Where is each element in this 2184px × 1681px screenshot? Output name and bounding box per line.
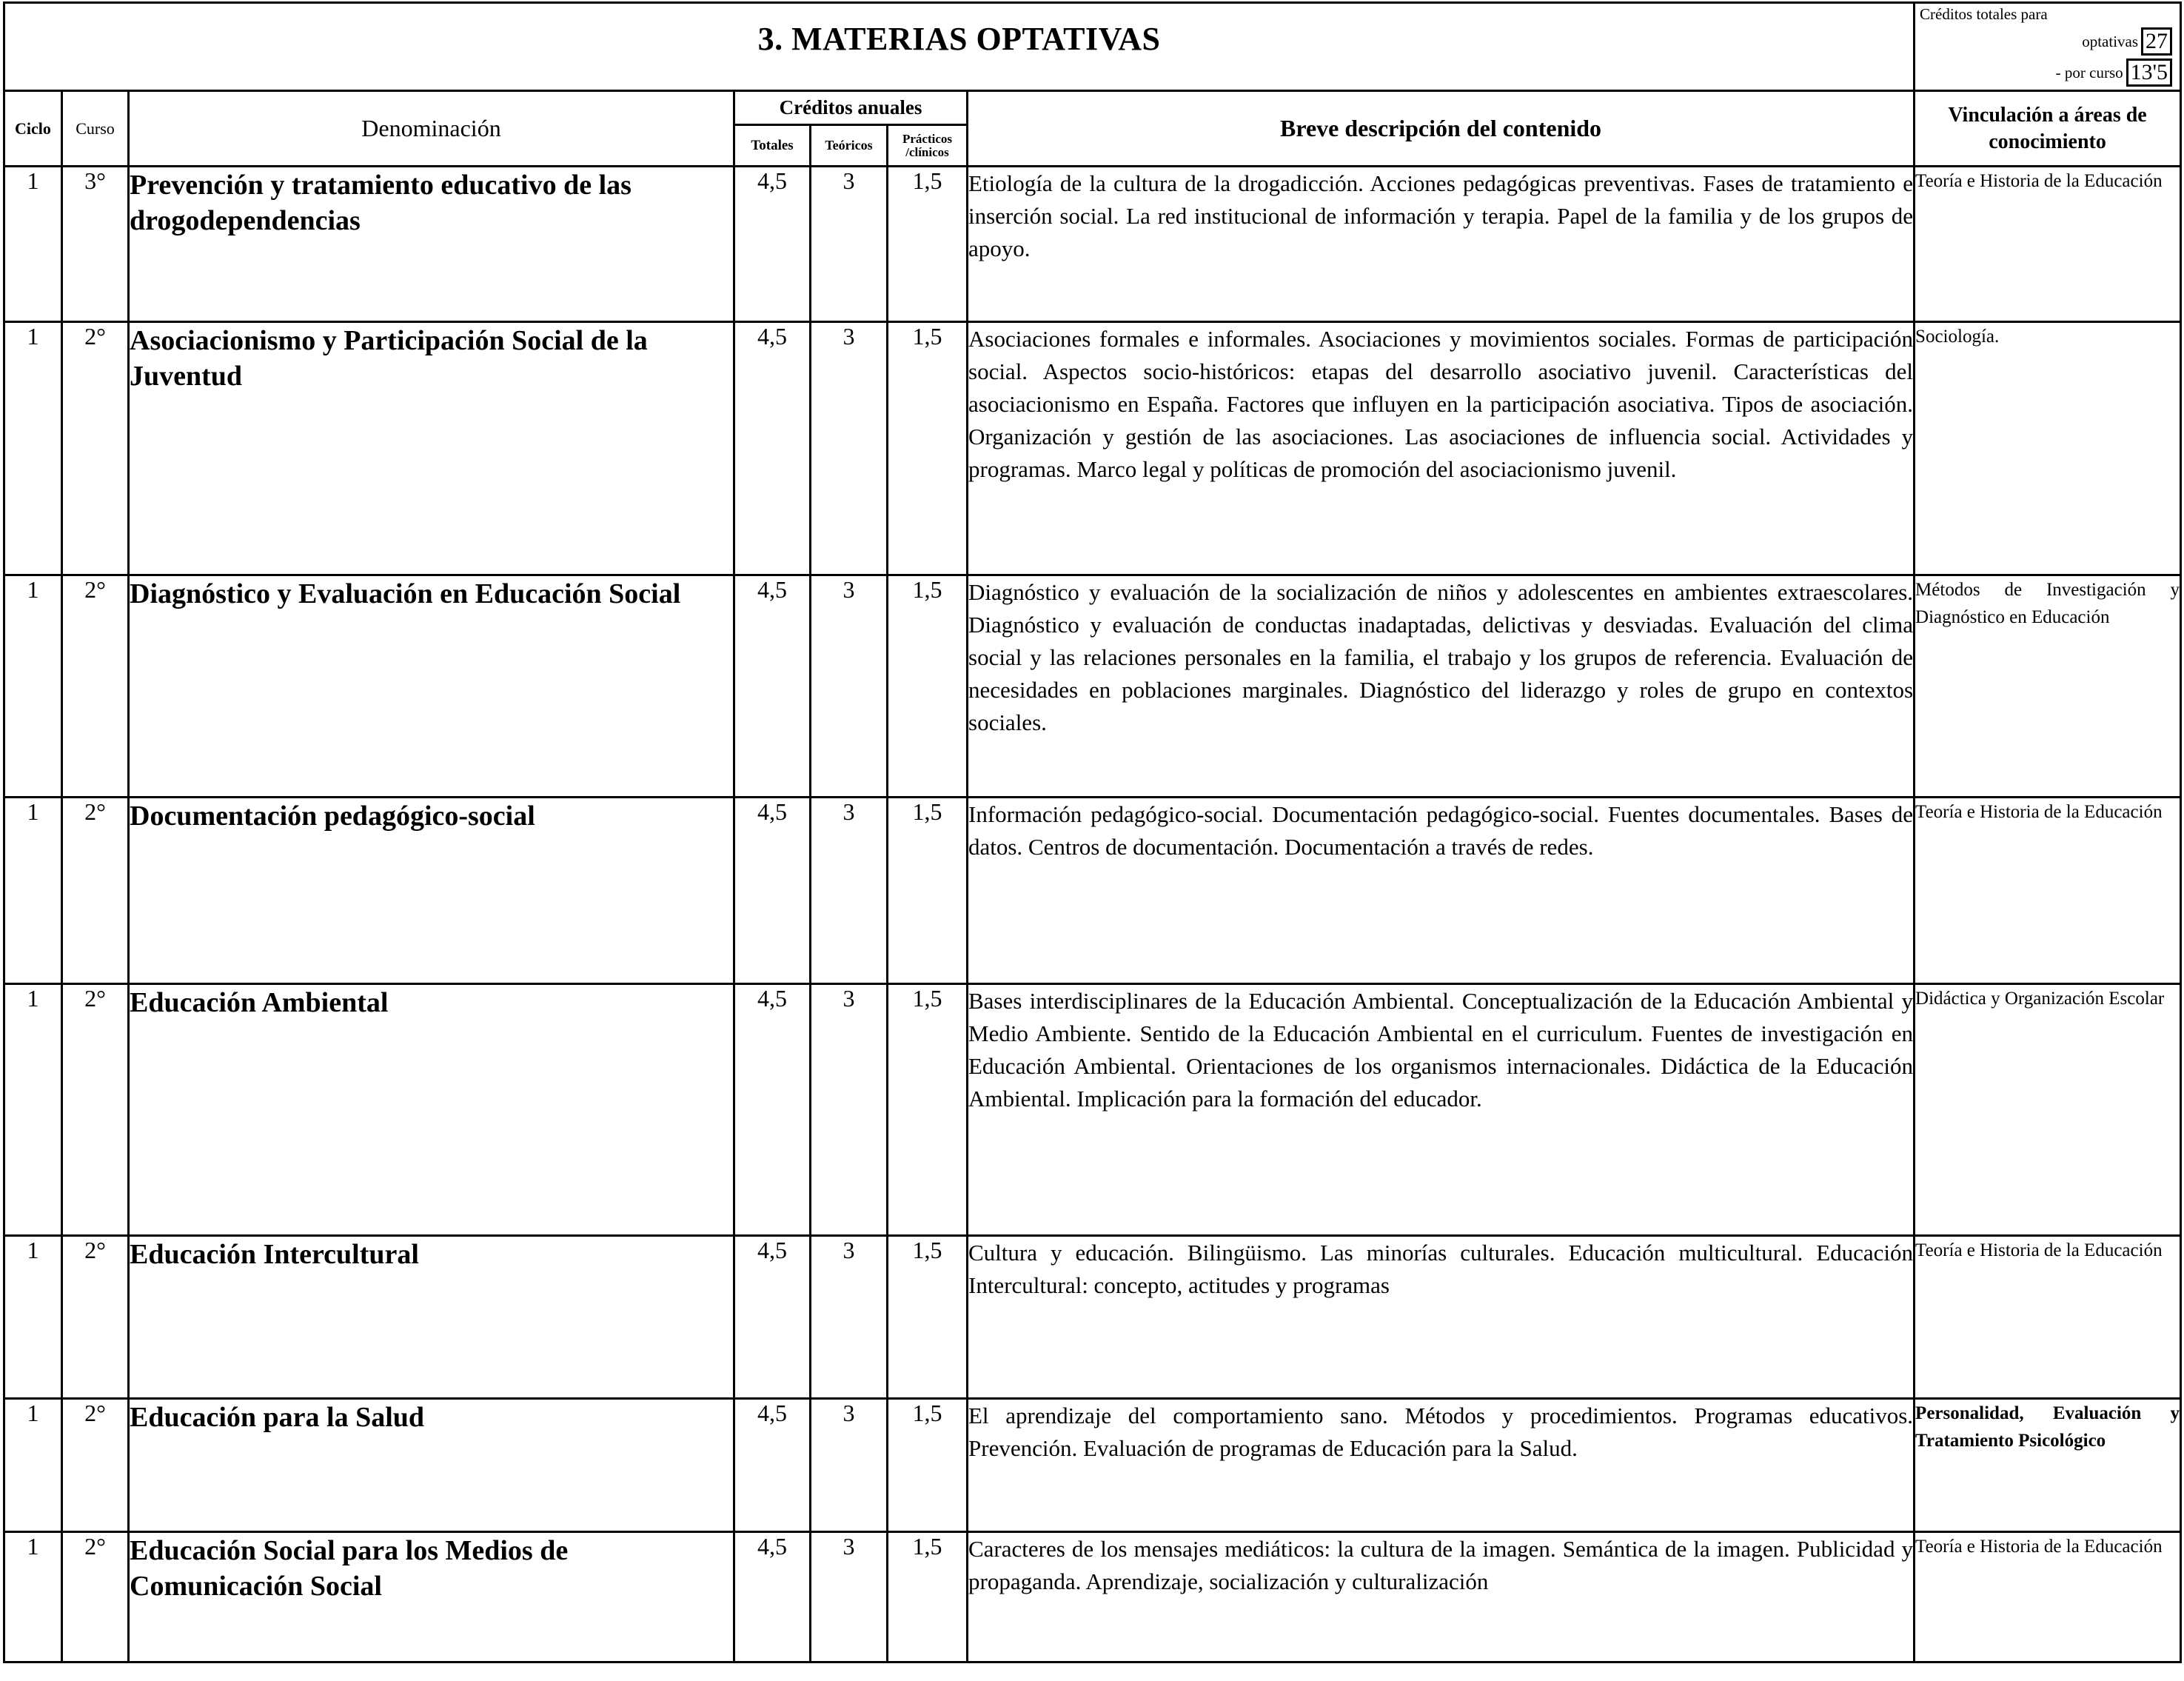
teoricos-cell: 3	[811, 167, 888, 322]
curso-cell: 3°	[62, 167, 129, 322]
curso-cell: 2°	[62, 1532, 129, 1662]
teoricos-cell: 3	[811, 798, 888, 984]
por-curso-value: 13'5	[2126, 59, 2172, 87]
credits-totals-box	[1915, 3, 2181, 91]
table-row	[4, 167, 2181, 322]
denominacion-cell: Asociacionismo y Participación Social de la Juventud	[129, 322, 734, 575]
practicos-cell: 1,5	[888, 1399, 968, 1532]
totales-cell: 4,5	[734, 1532, 811, 1662]
por-curso-label: - por curso	[2055, 63, 2123, 81]
header-ciclo: Ciclo	[4, 91, 62, 167]
area-cell: Didáctica y Organización Escolar	[1915, 984, 2181, 1236]
totales-cell: 4,5	[734, 984, 811, 1236]
practicos-cell: 1,5	[888, 798, 968, 984]
denominacion-cell: Educación para la Salud	[129, 1399, 734, 1532]
ciclo-cell: 1	[4, 1399, 62, 1532]
descripcion-cell: Caracteres de los mensajes mediáticos: la cultura de la imagen. Semántica de la imagen. Publicidad y propaganda. Aprendizaje, socialización y culturalización	[968, 1532, 1915, 1662]
descripcion-cell: Bases interdisciplinares de la Educación Ambiental. Conceptualización de la Educación Ambiental y Medio Ambiente. Sentido de la Educación Ambiental en el curriculum. Fuentes de investigación en Educación Ambiental. Orientaciones de los organismos internacionales. Didáctica de la Educación Ambiental. Implicación para la formación del educador.	[968, 984, 1915, 1236]
ciclo-cell: 1	[4, 575, 62, 798]
practicos-cell: 1,5	[888, 322, 968, 575]
ciclo-cell: 1	[4, 1532, 62, 1662]
area-cell: Teoría e Historia de la Educación	[1915, 1236, 2181, 1399]
optativas-value: 27	[2141, 27, 2172, 56]
ciclo-cell: 1	[4, 798, 62, 984]
curso-cell: 2°	[62, 798, 129, 984]
totales-cell: 4,5	[734, 322, 811, 575]
descripcion-cell: Cultura y educación. Bilingüismo. Las minorías culturales. Educación multicultural. Educación Intercultural: concepto, actitudes y programas	[968, 1236, 1915, 1399]
practicos-cell: 1,5	[888, 575, 968, 798]
page-title: 3. MATERIAS OPTATIVAS	[757, 21, 1161, 57]
practicos-cell: 1,5	[888, 984, 968, 1236]
totales-cell: 4,5	[734, 798, 811, 984]
header-practicos: Prácticos /clínicos	[888, 125, 968, 167]
area-cell: Personalidad, Evaluación y Tratamiento Psicológico	[1915, 1399, 2181, 1532]
table-row	[4, 1399, 2181, 1532]
descripcion-cell: Etiología de la cultura de la drogadicción. Acciones pedagógicas preventivas. Fases de tratamiento e inserción social. La red institucional de información y terapia. Papel de la familia y de los grupos de apoyo.	[968, 167, 1915, 322]
descripcion-cell: El aprendizaje del comportamiento sano. Métodos y procedimientos. Programas educativos. Prevención. Evaluación de programas de Educación para la Salud.	[968, 1399, 1915, 1532]
header-denominacion: Denominación	[129, 91, 734, 167]
header-teoricos: Teóricos	[811, 125, 888, 167]
ciclo-cell: 1	[4, 322, 62, 575]
denominacion-cell: Educación Ambiental	[129, 984, 734, 1236]
teoricos-cell: 3	[811, 575, 888, 798]
header-vinculacion: Vinculación a áreas de conocimiento	[1915, 91, 2181, 167]
credits-totals-heading: Créditos totales para	[1920, 5, 2048, 23]
area-cell: Teoría e Historia de la Educación	[1915, 167, 2181, 322]
practicos-cell: 1,5	[888, 1236, 968, 1399]
table-row	[4, 575, 2181, 798]
area-cell: Métodos de Investigación y Diagnóstico en Educación	[1915, 575, 2181, 798]
ciclo-cell: 1	[4, 1236, 62, 1399]
title-cell	[4, 3, 1915, 91]
table-row	[4, 322, 2181, 575]
header-curso: Curso	[62, 91, 129, 167]
teoricos-cell: 3	[811, 984, 888, 1236]
descripcion-cell: Información pedagógico-social. Documentación pedagógico-social. Fuentes documentales. Bases de datos. Centros de documentación. Documentación a través de redes.	[968, 798, 1915, 984]
practicos-cell: 1,5	[888, 1532, 968, 1662]
area-cell: Teoría e Historia de la Educación	[1915, 1532, 2181, 1662]
table-row	[4, 1532, 2181, 1662]
area-cell: Teoría e Historia de la Educación	[1915, 798, 2181, 984]
descripcion-cell: Diagnóstico y evaluación de la socialización de niños y adolescentes en ambientes extraescolares. Diagnóstico y evaluación de conductas inadaptadas, delictivas y desviadas. Evaluación del clima social y las relaciones personales en la familia, el trabajo y los grupos de referencia. Evaluación de necesidades en poblaciones marginales. Diagnóstico del liderazgo y roles de grupo en contextos sociales.	[968, 575, 1915, 798]
curso-cell: 2°	[62, 322, 129, 575]
curso-cell: 2°	[62, 1236, 129, 1399]
totales-cell: 4,5	[734, 575, 811, 798]
practicos-cell: 1,5	[888, 167, 968, 322]
teoricos-cell: 3	[811, 1236, 888, 1399]
header-creditos-anuales: Créditos anuales	[734, 91, 968, 125]
table-row	[4, 1236, 2181, 1399]
optativas-label: optativas	[2082, 32, 2139, 50]
curso-cell: 2°	[62, 984, 129, 1236]
descripcion-cell: Asociaciones formales e informales. Asociaciones y movimientos sociales. Formas de participación social. Aspectos socio-históricos: etapas del desarrollo asociativo juvenil. Características del asociacionismo en España. Factores que influyen en la participación asociativa. Tipos de asociación. Organización y gestión de las asociaciones. Las asociaciones de influencia social. Actividades y programas. Marco legal y políticas de promoción del asociacionismo juvenil.	[968, 322, 1915, 575]
teoricos-cell: 3	[811, 322, 888, 575]
totales-cell: 4,5	[734, 1399, 811, 1532]
curso-cell: 2°	[62, 1399, 129, 1532]
denominacion-cell: Diagnóstico y Evaluación en Educación Social	[129, 575, 734, 798]
denominacion-cell: Educación Intercultural	[129, 1236, 734, 1399]
teoricos-cell: 3	[811, 1399, 888, 1532]
table-row	[4, 984, 2181, 1236]
ciclo-cell: 1	[4, 167, 62, 322]
denominacion-cell: Prevención y tratamiento educativo de las drogodependencias	[129, 167, 734, 322]
denominacion-cell: Educación Social para los Medios de Comunicación Social	[129, 1532, 734, 1662]
area-cell: Sociología.	[1915, 322, 2181, 575]
totales-cell: 4,5	[734, 167, 811, 322]
teoricos-cell: 3	[811, 1532, 888, 1662]
totales-cell: 4,5	[734, 1236, 811, 1399]
denominacion-cell: Documentación pedagógico-social	[129, 798, 734, 984]
header-descripcion: Breve descripción del contenido	[968, 91, 1915, 167]
optativas-table	[3, 1, 2182, 1663]
curso-cell: 2°	[62, 575, 129, 798]
header-totales: Totales	[734, 125, 811, 167]
ciclo-cell: 1	[4, 984, 62, 1236]
table-row	[4, 798, 2181, 984]
